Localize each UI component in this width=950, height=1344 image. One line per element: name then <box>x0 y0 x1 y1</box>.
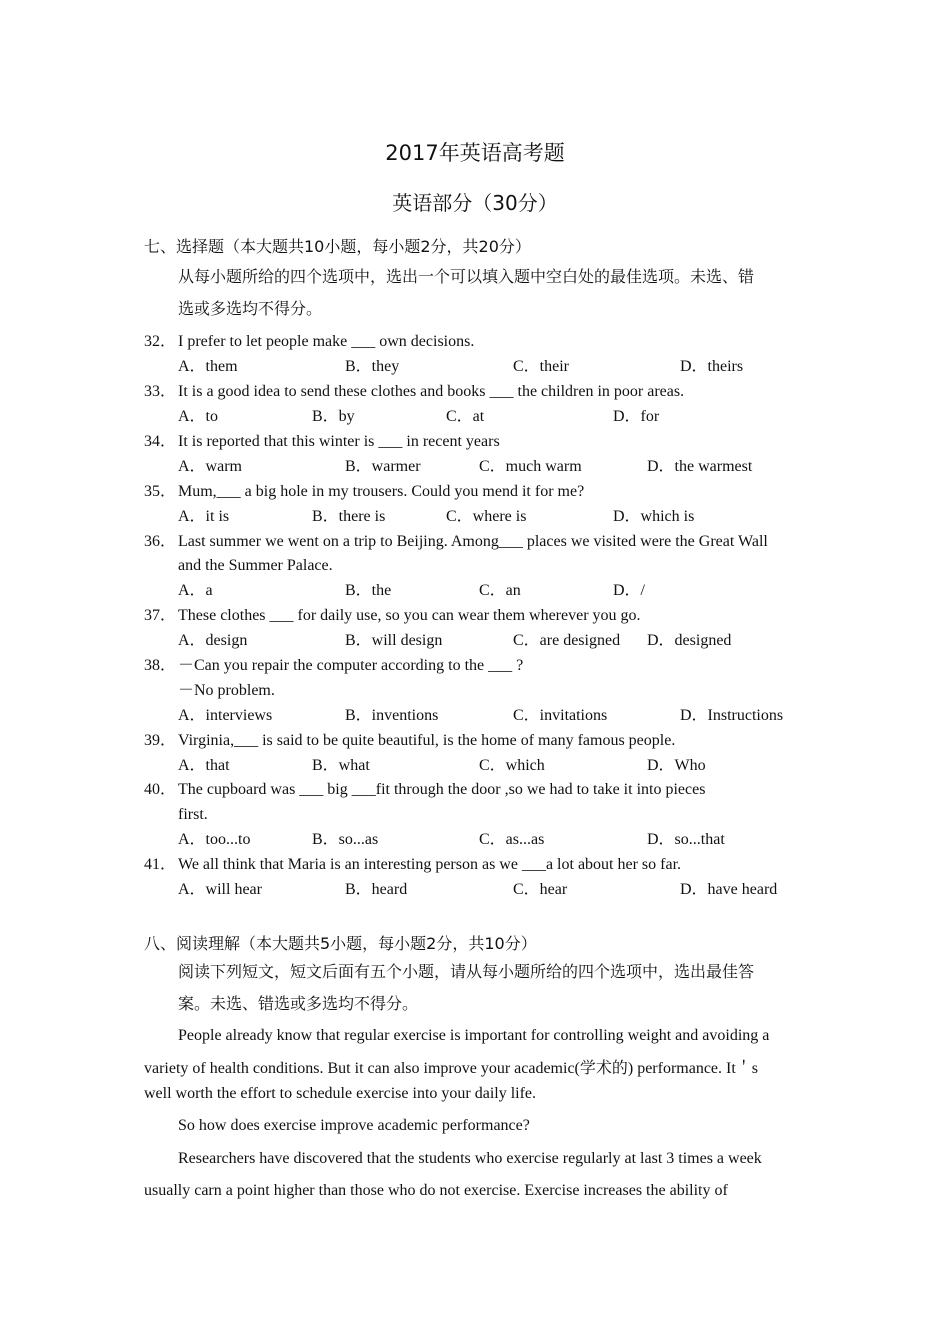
question-35 <box>0 479 950 504</box>
question-text: The cupboard was ___ big ___fit through the door ,so we had to take it into pieces <box>178 781 706 798</box>
question-text: Last summer we went on a trip to Beijing. Among___ places we visited were the Great Wall <box>178 533 768 550</box>
option-c: C．as...as <box>479 831 545 848</box>
question-36-continued <box>0 553 950 578</box>
section-8-heading: 八、阅读理解（本大题共5小题，每小题2分，共10分） <box>144 934 537 953</box>
section-8-instruction-line-2: 案。未选、错选或多选均不得分。 <box>178 994 419 1013</box>
option-d: D．for <box>613 408 660 425</box>
question-text: We all think that Maria is an interesting person as we ___a lot about her so far. <box>178 856 682 873</box>
page-subtitle: 英语部分（30分） <box>392 191 558 215</box>
option-a: A．to <box>178 408 219 425</box>
passage-paragraph-3-line-1: Researchers have discovered that the students who exercise regularly at last 3 times a week <box>178 1150 762 1167</box>
question-39-options <box>0 753 950 778</box>
passage-paragraph-1-line-2: variety of health conditions. But it can also improve your academic(学术的) performance. It＇s <box>144 1060 759 1077</box>
option-b: B．inventions <box>345 707 439 724</box>
option-d: D．which is <box>613 508 695 525</box>
option-c: C．which <box>479 757 545 774</box>
option-a: A．design <box>178 632 248 649</box>
option-c: C．invitations <box>513 707 608 724</box>
question-39 <box>0 728 950 753</box>
question-number: 40． <box>144 781 177 798</box>
page-title: 2017年英语高考题 <box>385 141 565 165</box>
option-b: B．what <box>312 757 370 774</box>
option-d: D．designed <box>647 632 732 649</box>
question-text: －Can you repair the computer according to the ___ ? <box>178 657 524 674</box>
question-37-options <box>0 628 950 653</box>
question-38-continued <box>0 678 950 703</box>
passage-paragraph-2: So how does exercise improve academic performance? <box>178 1117 530 1134</box>
option-d: D．the warmest <box>647 458 753 475</box>
option-b: B．the <box>345 582 392 599</box>
section-7-heading: 七、选择题（本大题共10小题，每小题2分，共20分） <box>144 237 531 256</box>
option-a: A．interviews <box>178 707 273 724</box>
question-number: 32． <box>144 333 177 350</box>
question-35-options <box>0 504 950 529</box>
question-number: 41． <box>144 856 177 873</box>
question-38-options <box>0 703 950 728</box>
option-c: C．at <box>446 408 485 425</box>
question-41-options <box>0 877 950 902</box>
option-a: A．them <box>178 358 238 375</box>
option-b: B．there is <box>312 508 386 525</box>
question-number: 33． <box>144 383 177 400</box>
option-c: C．their <box>513 358 569 375</box>
question-number: 34． <box>144 433 177 450</box>
question-text: It is reported that this winter is ___ in recent years <box>178 433 500 450</box>
question-37 <box>0 603 950 628</box>
option-b: B．heard <box>345 881 408 898</box>
section-7-instruction-line-2: 选或多选均不得分。 <box>178 299 323 318</box>
option-a: A．will hear <box>178 881 262 898</box>
question-36-options <box>0 578 950 603</box>
question-32-options <box>0 354 950 379</box>
question-33 <box>0 379 950 404</box>
option-b: B．so...as <box>312 831 379 848</box>
question-40-options <box>0 827 950 852</box>
question-text: It is a good idea to send these clothes and books ___ the children in poor areas. <box>178 383 685 400</box>
option-d: D．theirs <box>680 358 744 375</box>
question-34 <box>0 429 950 454</box>
section-7-instruction-line-1: 从每小题所给的四个选项中，选出一个可以填入题中空白处的最佳选项。未选、错 <box>178 267 755 286</box>
question-40-continued <box>0 802 950 827</box>
question-text: Virginia,___ is said to be quite beautiful, is the home of many famous people. <box>178 732 676 749</box>
passage-paragraph-1-line-3: well worth the effort to schedule exercise into your daily life. <box>144 1085 537 1102</box>
passage-paragraph-3-line-2: usually carn a point higher than those who do not exercise. Exercise increases the ability of <box>144 1182 728 1199</box>
option-d: D．Who <box>647 757 706 774</box>
option-b: B．by <box>312 408 355 425</box>
option-a: A．a <box>178 582 213 599</box>
question-32 <box>0 329 950 354</box>
question-41 <box>0 852 950 877</box>
passage-paragraph-1-line-1: People already know that regular exercise is important for controlling weight and avoiding a <box>178 1027 770 1044</box>
question-text: I prefer to let people make ___ own decisions. <box>178 333 475 350</box>
option-b: B．they <box>345 358 400 375</box>
option-c: C．are designed <box>513 632 621 649</box>
question-36 <box>0 529 950 554</box>
question-text: Mum,___ a big hole in my trousers. Could you mend it for me? <box>178 483 585 500</box>
question-40 <box>0 777 950 802</box>
question-text-line-2: and the Summer Palace. <box>178 557 333 574</box>
question-number: 37． <box>144 607 177 624</box>
option-a: A．warm <box>178 458 242 475</box>
option-d: D．Instructions <box>680 707 784 724</box>
option-a: A．too...to <box>178 831 251 848</box>
option-c: C．an <box>479 582 521 599</box>
option-c: C．much warm <box>479 458 582 475</box>
question-number: 38． <box>144 657 177 674</box>
option-b: B．will design <box>345 632 443 649</box>
option-d: D．have heard <box>680 881 778 898</box>
option-d: D．/ <box>613 582 646 599</box>
option-a: A．it is <box>178 508 230 525</box>
option-c: C．where is <box>446 508 527 525</box>
option-a: A．that <box>178 757 230 774</box>
question-number: 36． <box>144 533 177 550</box>
question-text-line-2: first. <box>178 806 208 823</box>
question-number: 39． <box>144 732 177 749</box>
option-d: D．so...that <box>647 831 725 848</box>
question-number: 35． <box>144 483 177 500</box>
question-33-options <box>0 404 950 429</box>
question-text-line-2: －No problem. <box>178 682 275 699</box>
section-8-instruction-line-1: 阅读下列短文，短文后面有五个小题，请从每小题所给的四个选项中，选出最佳答 <box>178 962 755 981</box>
question-34-options <box>0 454 950 479</box>
question-text: These clothes ___ for daily use, so you can wear them wherever you go. <box>178 607 641 624</box>
option-c: C．hear <box>513 881 568 898</box>
question-38 <box>0 653 950 678</box>
option-b: B．warmer <box>345 458 421 475</box>
